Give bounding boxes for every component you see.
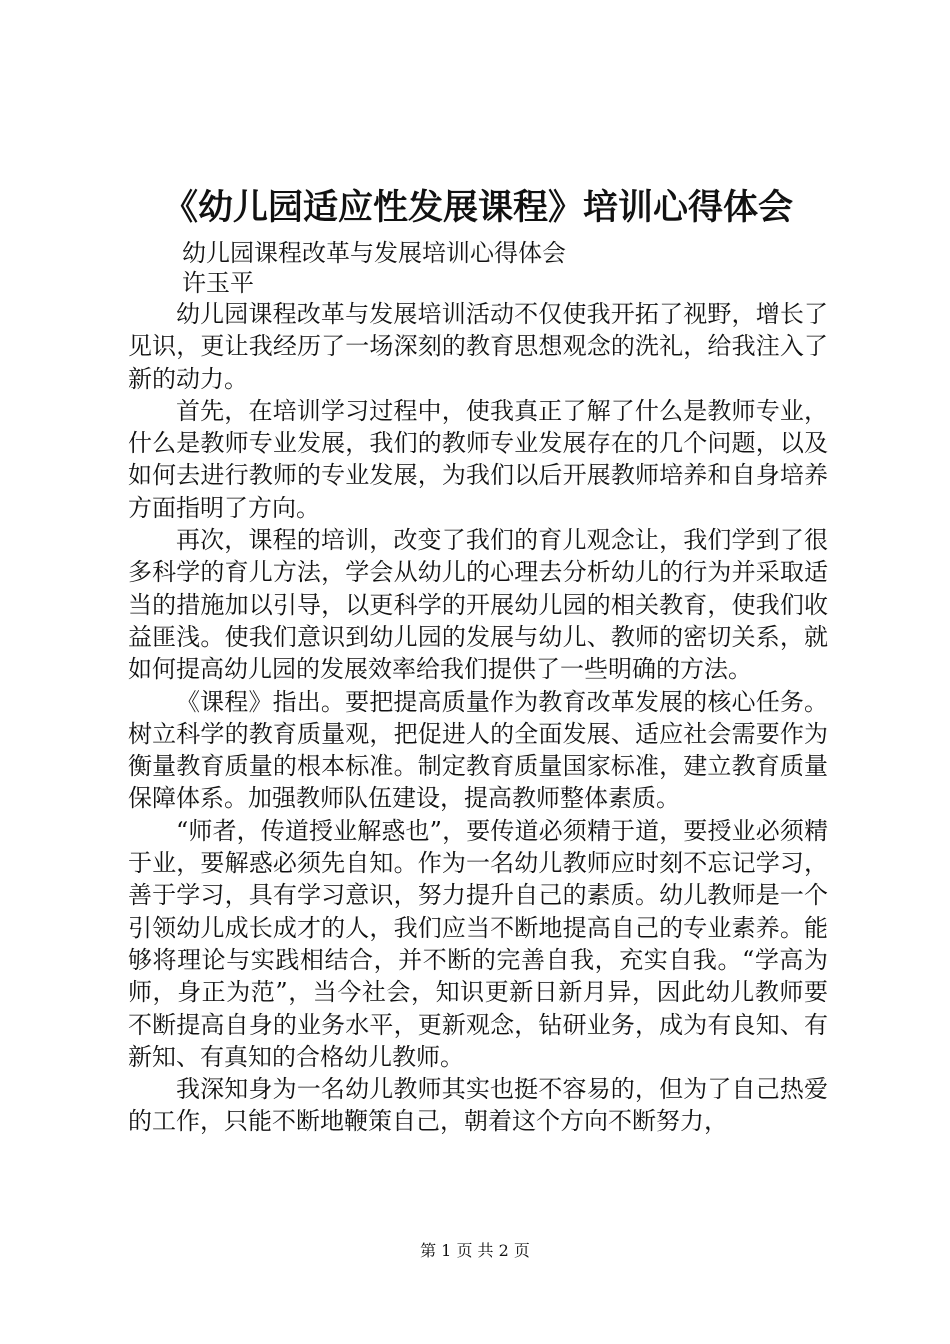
document-subtitle: 幼儿园课程改革与发展培训心得体会 <box>182 239 566 267</box>
body-paragraph-6: 我深知身为一名幼儿教师其实也挺不容易的，但为了自己热爱的工作，只能不断地鞭策自己，朝着这个方向不断努力， <box>128 1075 828 1136</box>
body-paragraph-2: 首先，在培训学习过程中，使我真正了解了什么是教师专业，什么是教师专业发展，我们的教师专业发展存在的几个问题，以及如何去进行教师的专业发展，为我们以后开展教师培养和自身培养方面指明了方向。 <box>128 396 828 522</box>
body-paragraph-4: 《课程》指出。要把提高质量作为教育改革发展的核心任务。树立科学的教育质量观，把促进人的全面发展、适应社会需要作为衡量教育质量的根本标准。制定教育质量国家标准，建立教育质量保障体系。加强教师队伍建设，提高教师整体素质。 <box>128 687 828 813</box>
body-paragraph-3: 再次，课程的培训，改变了我们的育儿观念让，我们学到了很多科学的育儿方法，学会从幼儿的心理去分析幼儿的行为并采取适当的措施加以引导，以更科学的开展幼儿园的相关教育，使我们收益匪浅。使我们意识到幼儿园的发展与幼儿、教师的密切关系，就如何提高幼儿园的发展效率给我们提供了一些明确的方法。 <box>128 526 828 684</box>
body-paragraph-1: 幼儿园课程改革与发展培训活动不仅使我开拓了视野，增长了见识，更让我经历了一场深刻的教育思想观念的洗礼，给我注入了新的动力。 <box>128 300 828 393</box>
body-paragraph-5: “师者，传道授业解惑也”，要传道必须精于道，要授业必须精于业，要解惑必须先自知。作为一名幼儿教师应时刻不忘记学习，善于学习，具有学习意识，努力提升自己的素质。幼儿教师是一个引领幼儿成长成才的人，我们应当不断地提高自己的专业素养。能够将理论与实践相结合，并不断的完善自我，充实自我。“学高为师，身正为范”，当今社会，知识更新日新月异，因此幼儿教师要不断提高自身的业务水平，更新观念，钻研业务，成为有良知、有新知、有真知的合格幼儿教师。 <box>128 816 828 1071</box>
document-title: 《幼儿园适应性发展课程》培训心得体会 <box>162 188 793 228</box>
document-body <box>128 298 828 1138</box>
document-author: 许玉平 <box>182 269 254 297</box>
page-footer: 第 1 页 共 2 页 <box>420 1241 530 1260</box>
